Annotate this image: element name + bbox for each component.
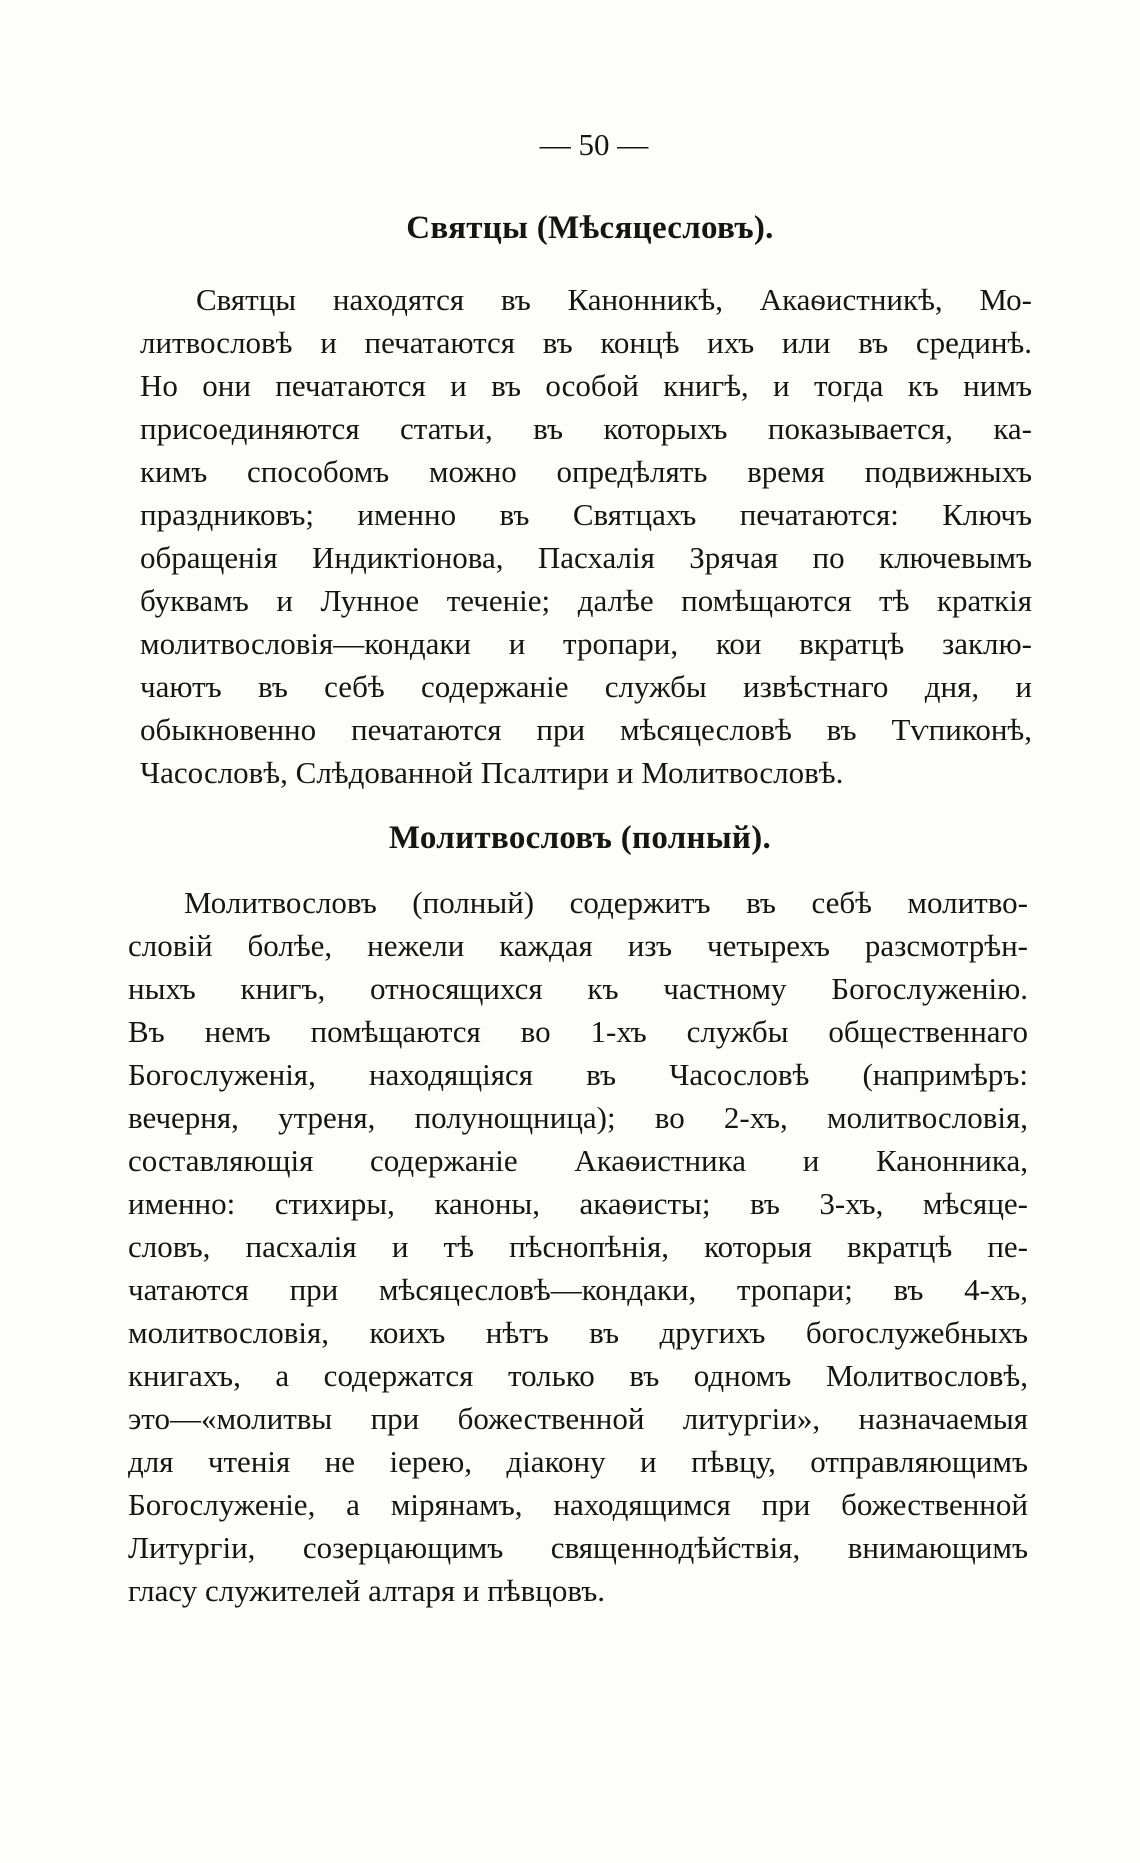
text-line: кимъ способомъ можно опредѣлять время подвижныхъ <box>140 454 1032 489</box>
text-line: буквамъ и Лунное теченіе; далѣе помѣщаются тѣ краткія <box>140 583 1032 618</box>
text-line: Литургіи, созерцающимъ священнодѣйствія, внимающимъ <box>128 1530 1028 1565</box>
text-line: словій болѣе, нежели каждая изъ четырехъ разсмотрѣн- <box>128 928 1028 963</box>
paragraph-svyattsy <box>140 278 1032 794</box>
section-heading-molitvoslov: Молитвословъ (полный). <box>388 820 772 856</box>
text-line: присоединяются статьи, въ которыхъ показывается, ка- <box>140 411 1032 446</box>
page-number: — 50 — <box>539 127 649 162</box>
text-line: чатаются при мѣсяцесловѣ—кондаки, тропари; въ 4-хъ, <box>128 1272 1028 1307</box>
text-line: именно: стихиры, каноны, акаѳисты; въ 3-хъ, мѣсяце- <box>128 1186 1028 1221</box>
text-line: обращенія Индиктіонова, Пасхалія Зрячая по ключевымъ <box>140 540 1032 575</box>
text-line: молитвословія—кондаки и тропари, кои вкратцѣ заклю- <box>140 626 1032 661</box>
text-line: ныхъ книгъ, относящихся къ частному Богослуженію. <box>128 971 1028 1006</box>
text-line: составляющія содержаніе Акаѳистника и Канонника, <box>128 1143 1028 1178</box>
text-line: Часословѣ, Слѣдованной Псалтири и Молитвословѣ. <box>140 755 844 790</box>
text-line: Молитвословъ (полный) содержитъ въ себѣ молитво- <box>184 885 1028 920</box>
text-line: это—«молитвы при божественной литургіи», назначаемыя <box>128 1401 1028 1436</box>
text-line: вечерня, утреня, полунощница); во 2-хъ, молитвословія, <box>128 1100 1028 1135</box>
text-line: гласу служителей алтаря и пѣвцовъ. <box>128 1573 606 1608</box>
text-line: Но они печатаются и въ особой книгѣ, и тогда къ нимъ <box>140 368 1032 403</box>
text-line: обыкновенно печатаются при мѣсяцесловѣ въ Тѵпиконѣ, <box>140 712 1032 747</box>
text-line: чаютъ въ себѣ содержаніе службы извѣстнаго дня, и <box>140 669 1032 704</box>
section-heading-svyattsy: Святцы (Мѣсяцесловъ). <box>406 210 774 246</box>
text-line: Въ немъ помѣщаются во 1-хъ службы общественнаго <box>128 1014 1028 1049</box>
text-line: праздниковъ; именно въ Святцахъ печатаются: Ключъ <box>140 497 1032 532</box>
text-line: для чтенія не іерею, діакону и пѣвцу, отправляющимъ <box>128 1444 1028 1479</box>
text-line: Богослуженіе, а мірянамъ, находящимся при божественной <box>128 1487 1028 1522</box>
paragraph-molitvoslov <box>128 881 1028 1612</box>
text-line: Святцы находятся въ Канонникѣ, Акаѳистникѣ, Мо- <box>196 282 1032 317</box>
text-line: книгахъ, а содержатся только въ одномъ Молитвословѣ, <box>128 1358 1028 1393</box>
text-line: литвословѣ и печатаются въ концѣ ихъ или въ срединѣ. <box>140 325 1032 360</box>
text-line: молитвословія, коихъ нѣтъ въ другихъ богослужебныхъ <box>128 1315 1028 1350</box>
text-line: словъ, пасхалія и тѣ пѣснопѣнія, которыя вкратцѣ пе- <box>128 1229 1028 1264</box>
text-line: Богослуженія, находящіяся въ Часословѣ (напримѣръ: <box>128 1057 1028 1092</box>
